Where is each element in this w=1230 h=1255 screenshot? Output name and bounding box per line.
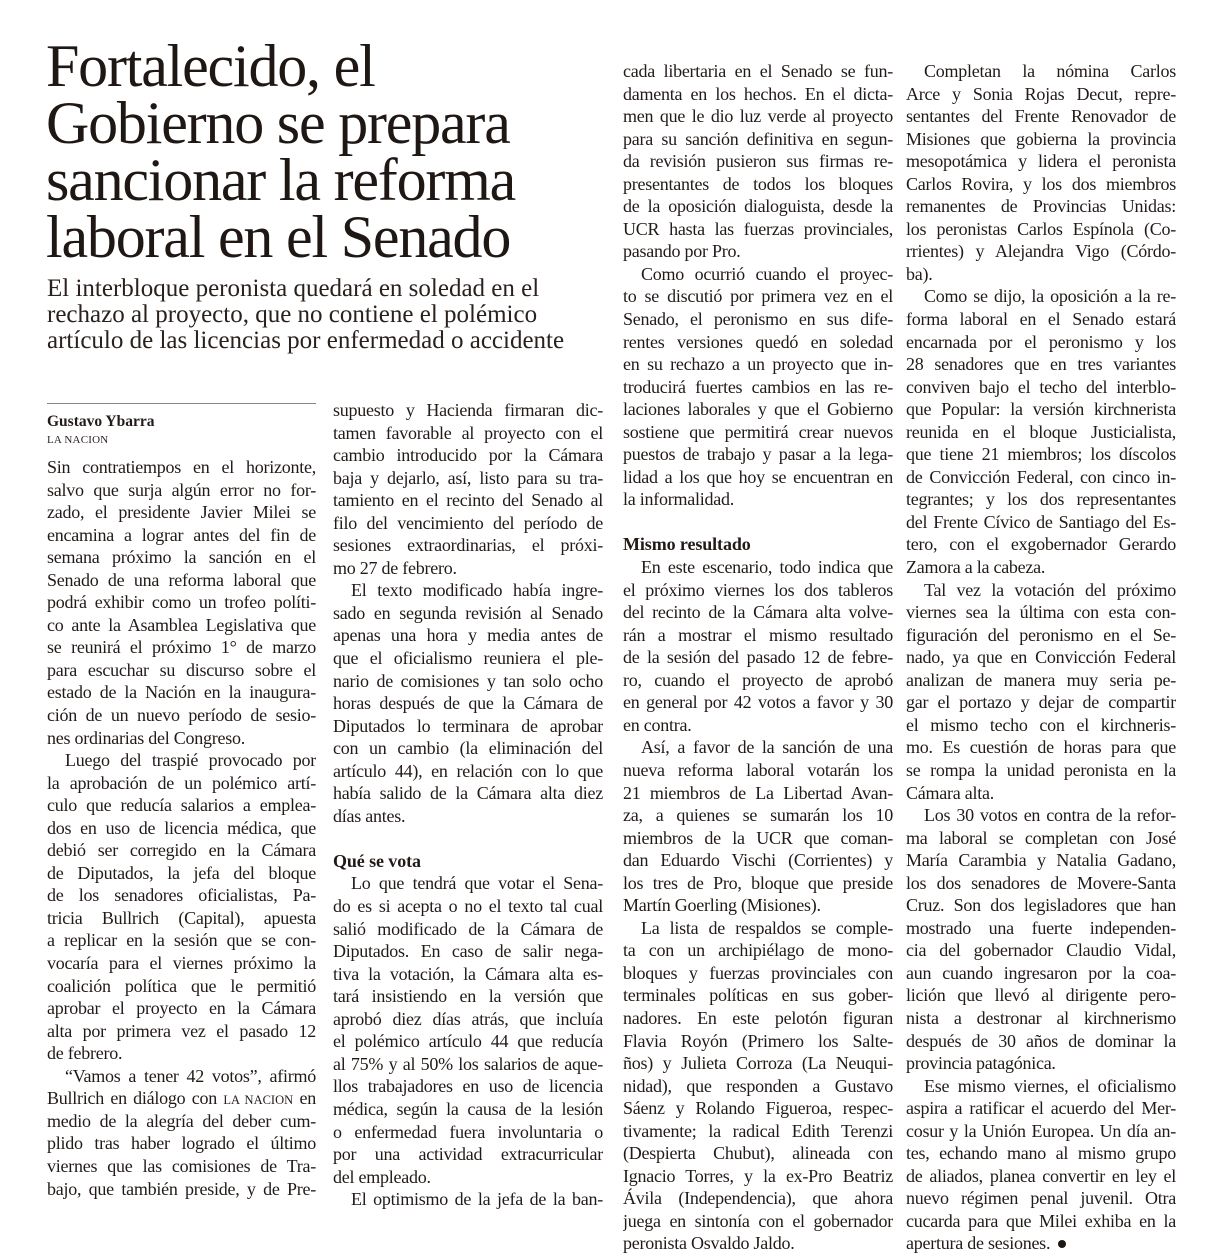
article-text-line: sado en segunda revisión al Senado: [333, 602, 603, 623]
article-text-line: encarnada por el peronismo y los: [906, 331, 1176, 352]
author-name: Gustavo Ybarra: [47, 413, 155, 430]
article-text-line: Arce y Sonia Rojas Decut, repre-: [906, 83, 1176, 104]
article-text-line: cosur y la Unión Europea. Un día an-: [906, 1120, 1176, 1141]
headline-line: laboral en el Senado: [46, 204, 511, 270]
text-run: apertura de sesiones.: [906, 1233, 1051, 1254]
article-text-line: de los senadores oficialistas, Pa-: [47, 885, 316, 906]
article-text-line: para su sanción definitiva en segun-: [623, 128, 893, 149]
article-text-line: co ante la Asamblea Legislativa que: [47, 614, 316, 635]
article-text-line: miembros de la UCR que coman-: [623, 827, 893, 848]
article-text-line: El optimismo de la jefa de la ban-: [351, 1189, 603, 1210]
article-text-line: culo que reducía salarios a emplea-: [47, 795, 316, 816]
end-of-article-bullet-icon: [1058, 1240, 1066, 1248]
article-text-line: peronista Osvaldo Jaldo.: [623, 1233, 795, 1254]
article-text-line: alta por primera vez el pasado 12: [47, 1020, 316, 1041]
article-text-line: Senado, el peronismo en sus dife-: [623, 309, 893, 330]
headline-line: Fortalecido, el: [46, 33, 375, 99]
article-text-line: troducirá fuertes cambios en las re-: [623, 376, 893, 397]
article-text-line: había salido de la Cámara alta diez: [333, 783, 603, 804]
article-text-line: cucarda para que Milei exhiba en la: [906, 1210, 1176, 1231]
subheadline-line: rechazo al proyecto, que no contiene el polémico: [47, 301, 538, 328]
subheadline: [47, 276, 607, 354]
article-text-line: tamen favorable al proyecto con el: [333, 422, 603, 443]
article-text-line: El texto modificado había ingre-: [351, 580, 603, 601]
subheadline-line: El interbloque peronista quedará en soledad en el: [47, 275, 540, 302]
article-column-3: [623, 60, 893, 1255]
article-text-line: para escuchar su discurso sobre el: [47, 659, 316, 680]
article-text-line: del Frente Cívico de Santiago del Es-: [906, 511, 1176, 532]
article-text-line: terminales políticas en sus gober-: [623, 985, 893, 1006]
article-text-line: los tres de Pro, bloque que preside: [623, 872, 893, 893]
article-text-line: nadores. En este pelotón figuran: [623, 1007, 893, 1028]
article-text-line: vocaría para el viernes próximo la: [47, 953, 316, 974]
article-text-line: en general por 42 votos a favor y 30: [623, 692, 893, 713]
article-text-line: tará insistiendo en la versión que: [333, 986, 603, 1007]
article-text-line: mesopotámica y lidera el peronista: [906, 151, 1176, 172]
article-text-line: que Popular: la versión kirchnerista: [906, 399, 1176, 420]
article-text-line: días antes.: [333, 805, 406, 826]
article-text-line: aprobar el proyecto en la Cámara: [47, 998, 316, 1019]
article-text-line: do es si acepta o no el texto tal cual: [333, 896, 603, 917]
article-text-line: forma laboral en el Senado estará: [906, 309, 1176, 330]
article-text-line: Flavia Royón (Primero los Salte-: [623, 1030, 893, 1051]
article-text-line: figuración del peronismo en el Se-: [906, 624, 1176, 645]
headline: [46, 33, 606, 270]
article-text-line: estado de la Nación en la inaugura-: [47, 682, 316, 703]
article-text-line: Completan la nómina Carlos: [924, 61, 1176, 81]
article-text-line: Sáenz y Rolando Figueroa, respec-: [623, 1098, 893, 1119]
article-text-line: ma laboral se completan con José: [906, 827, 1176, 848]
article-text-line: al 75% y al 50% los salarios de aque-: [333, 1053, 603, 1074]
article-text-line: Diputados. En caso de salir nega-: [333, 941, 603, 962]
headline-line: sancionar la reforma: [46, 147, 516, 213]
article-text-line: Los 30 votos en contra de la refor-: [924, 805, 1176, 826]
article-text-line: Martín Goerling (Misiones).: [623, 895, 821, 916]
article-text-line: del recinto de la Cámara alta volve-: [623, 602, 893, 623]
article-text-line: encamina a lograr antes del fin de: [47, 524, 316, 545]
article-text-line: se reunirá el próximo 1° de marzo: [47, 637, 316, 658]
article-text-line: aprobó diez días atrás, que incluía: [333, 1008, 603, 1029]
article-text-line: en su rechazo a un proyecto que in-: [623, 354, 893, 375]
headline-line: Gobierno se prepara: [46, 90, 510, 156]
article-text-line: juega en sintonía con el gobernador: [623, 1210, 893, 1231]
article-text-line: se rompa la unidad peronista en la: [906, 759, 1176, 780]
subheadline-line: artículo de las licencias por enfermedad o accidente: [47, 327, 565, 354]
article-text-line: Como se dijo, la oposición a la re-: [924, 286, 1176, 307]
article-text-line: de febrero.: [47, 1043, 123, 1064]
article-text-line: La lista de respaldos se comple-: [641, 917, 893, 938]
article-text-line: lidad a los que hoy se encuentran en: [623, 466, 893, 487]
article-text-line: tricia Bullrich (Capital), apuesta: [47, 907, 316, 928]
article-text-line: ba).: [906, 263, 933, 284]
article-text-line: aspira a ratificar el acuerdo del Mer-: [906, 1098, 1176, 1119]
article-text-line: el mismo techo con el kirchneris-: [906, 714, 1176, 735]
article-text-line: sesiones extraordinarias, el próxi-: [333, 535, 603, 556]
article-text-line: filo del vencimiento del período de: [333, 512, 603, 533]
article-text-line: llos trabajadores en uso de licencia: [333, 1076, 603, 1097]
article-text-line: aun cuando ingresaron por la coa-: [906, 962, 1176, 983]
article-text-line: por una actividad extracurricular: [333, 1144, 603, 1165]
article-text-line: horas después de que la Cámara de: [333, 693, 603, 714]
outlet-mention: LA NACION: [223, 1093, 294, 1108]
article-text-line: con un cambio (la eliminación del: [333, 738, 603, 759]
text-run: en: [299, 1088, 316, 1109]
article-text-line: nado, ya que en Convicción Federal: [906, 647, 1176, 668]
article-text-line: podrá exhibir como un trofeo políti-: [47, 592, 316, 613]
article-text-line: tes, echando mano al mismo grupo: [906, 1143, 1176, 1164]
article-text-line: (Despierta Chubut), alineada con: [623, 1143, 893, 1164]
article-text-line: Sin contratiempos en el horizonte,: [47, 457, 316, 477]
article-column-4: [906, 60, 1176, 1255]
article-text-line: to se discutió por primera vez en el: [623, 286, 893, 307]
article-text-line: mo. Es cuestión de horas para que: [906, 737, 1176, 758]
article-text-line: plido tras haber logrado el último: [47, 1133, 316, 1154]
article-text-line: rentes versiones quedó en soledad: [623, 331, 893, 352]
article-text-line: médica, según la causa de la lesión: [333, 1098, 603, 1119]
article-text-line: que el oficialismo reuniera el ple-: [333, 648, 603, 669]
article-text-line: Senado de una reforma laboral que: [47, 569, 316, 590]
article-text-line: medio de la alegría del deber cum-: [47, 1110, 316, 1131]
article-text-line: [47, 1087, 316, 1110]
article-text-line: presentantes de todos los bloques: [623, 173, 893, 194]
article-text-line: remanentes de Provincias Unidas:: [906, 196, 1176, 217]
article-text-line: laciones laborales y que el Gobierno: [623, 399, 893, 420]
article-text-line: “Vamos a tener 42 votos”, afirmó: [65, 1065, 316, 1086]
article-text-line: provincia patagónica.: [906, 1053, 1056, 1074]
article-text-line: salvo que surja algún error no for-: [47, 479, 316, 500]
article-text-line: gar el portazo y dejar de compartir: [906, 692, 1176, 713]
article-column-2: [333, 399, 603, 1211]
article-text-line: mo 27 de febrero.: [333, 557, 457, 578]
article-text-line: después de 30 años de dominar la: [906, 1030, 1176, 1051]
article-text-line: rrientes) y Alejandra Vigo (Córdo-: [906, 241, 1176, 262]
article-text-line: analizan de manera muy seria pe-: [906, 669, 1176, 690]
article-text-line: nueva reforma laboral votarán los: [623, 759, 893, 780]
article-text-line: coalición política que le permitió: [47, 975, 316, 996]
article-text-line: debió ser corregido en la Cámara: [47, 840, 316, 861]
article-text-line: el polémico artículo 44 que reducía: [333, 1031, 603, 1052]
article-text-line: Como ocurrió cuando el proyec-: [641, 263, 893, 284]
article-text-line: puestos de trabajo y pasar a la lega-: [623, 444, 893, 465]
article-text-line: za, a quienes se sumarán los 10: [623, 805, 893, 826]
article-text-line: la aprobación de un polémico artí-: [47, 772, 316, 793]
article-text-line: reunida en el bloque Justicialista,: [906, 421, 1176, 442]
article-text-line: o enfermedad fuera involuntaria o: [333, 1121, 603, 1142]
article-text-line: Ese mismo viernes, el oficialismo: [924, 1075, 1176, 1096]
article-text-line: ción de un nuevo período de sesio-: [47, 705, 316, 726]
article-text-line: da revisión pusieron sus firmas re-: [623, 151, 893, 172]
article-text-line: que tiene 21 miembros; los díscolos: [906, 444, 1176, 465]
article-text-line: salió modificado de la Cámara de: [333, 918, 603, 939]
section-heading: Mismo resultado: [623, 534, 751, 555]
article-text-line: rán a mostrar el mismo resultado: [623, 624, 893, 645]
article-text-line: cia del gobernador Claudio Vidal,: [906, 940, 1176, 961]
article-text-line: En este escenario, todo indica que: [641, 557, 893, 578]
article-text-line: sostiene que permitirá crear nuevos: [623, 421, 893, 442]
article-text-line: sentantes del Frente Renovador de: [906, 106, 1176, 127]
article-text-line: pasando por Pro.: [623, 241, 741, 262]
article-text-line: semana próximo la sanción en el: [47, 547, 316, 568]
article-text-line: apenas una hora y media antes de: [333, 625, 603, 646]
article-text-line: la informalidad.: [623, 489, 734, 510]
article-text-line: men que le dio luz verde al proyecto: [623, 106, 893, 127]
article-text-line: Carlos Rovira, y los dos miembros: [906, 173, 1176, 194]
article-text-line: tamiento en el recinto del Senado al: [333, 490, 603, 511]
article-text-line: tiva la votación, la Cámara alta es-: [333, 963, 603, 984]
article-text-line: María Carambia y Natalia Gadano,: [906, 850, 1176, 871]
article-text-line: de Diputados, la jefa del bloque: [47, 862, 316, 883]
article-text-line: nuevo régimen penal juvenil. Otra: [906, 1188, 1176, 1209]
article-text-line: ños) y Julieta Corroza (La Neuqui-: [623, 1053, 893, 1074]
article-text-line: 21 miembros de La Libertad Avan-: [623, 782, 893, 803]
article-text-line: damenta en los hechos. En el dicta-: [623, 83, 893, 104]
article-text-line: Ignacio Torres, y la ex-Pro Beatriz: [623, 1165, 893, 1186]
article-text-line: tegrantes; y los dos representantes: [906, 489, 1176, 510]
article-text-line: nes ordinarias del Congreso.: [47, 727, 245, 748]
article-text-line: tivamente; la radical Edith Terenzi: [623, 1120, 893, 1141]
article-text-line: dos en uso de licencia médica, que: [47, 817, 316, 838]
article-text-line: [906, 1232, 1176, 1255]
article-column-1: [47, 456, 316, 1200]
article-text-line: zado, el presidente Javier Milei se: [47, 502, 316, 523]
article-text-line: los peronistas Carlos Espínola (Co-: [906, 218, 1176, 239]
text-run: Bullrich en diálogo con: [47, 1088, 217, 1109]
article-text-line: de aliados, planea convertir en ley el: [906, 1165, 1176, 1186]
article-text-line: a replicar en la sesión que se con-: [47, 930, 316, 951]
article-text-line: baja y dejarlo, así, listo para su tra-: [333, 467, 603, 488]
article-text-line: viernes sea la última con esta con-: [906, 602, 1176, 623]
article-text-line: de la oposición dialoguista, desde la: [623, 196, 893, 217]
article-text-line: Lo que tendrá que votar el Sena-: [351, 873, 603, 894]
article-text-line: dan Eduardo Vischi (Corrientes) y: [623, 850, 893, 871]
article-text-line: del empleado.: [333, 1166, 431, 1187]
article-text-line: nista a destronar al kirchnerismo: [906, 1007, 1176, 1028]
column-spacer: [623, 511, 893, 534]
article-text-line: 28 senadores que en tres variantes: [906, 354, 1176, 375]
article-text-line: bajo, que también preside, y de Pre-: [47, 1178, 316, 1199]
article-text-line: lición que llevó al dirigente pero-: [906, 985, 1176, 1006]
article-text-line: artículo 44), en relación con lo que: [333, 760, 603, 781]
article-text-line: Cruz. Son dos legisladores que han: [906, 895, 1176, 916]
article-text-line: tero, con el exgobernador Gerardo: [906, 534, 1176, 555]
outlet-name: LA NACION: [47, 434, 109, 446]
article-text-line: Así, a favor de la sanción de una: [641, 737, 893, 758]
article-text-line: nidad), que responden a Gustavo: [623, 1075, 893, 1096]
article-text-line: Misiones que gobierna la provincia: [906, 128, 1176, 149]
article-text-line: los dos senadores de Movere-Santa: [906, 872, 1176, 893]
article-text-line: ta con un archipiélago de mono-: [623, 940, 893, 961]
article-text-line: Diputados lo terminara de aprobar: [333, 715, 603, 736]
article-text-line: cada libertaria en el Senado se fun-: [623, 61, 893, 81]
article-text-line: el próximo viernes los dos tableros: [623, 579, 893, 600]
article-text-line: de Convicción Federal, con cinco in-: [906, 466, 1176, 487]
section-heading: Qué se vota: [333, 850, 421, 871]
article-text-line: conviven bajo el techo del interblo-: [906, 376, 1176, 397]
article-text-line: Zamora a la cabeza.: [906, 557, 1046, 578]
article-text-line: bloques y fuerzas provinciales con: [623, 962, 893, 983]
article-text-line: mostrado una fuerte independen-: [906, 917, 1176, 938]
article-text-line: viernes que las comisiones de Tra-: [47, 1155, 316, 1176]
byline-divider: [47, 403, 316, 404]
article-text-line: cambio introducido por la Cámara: [333, 445, 603, 466]
column-spacer: [333, 827, 603, 850]
article-text-line: Ávila (Independencia), que ahora: [623, 1188, 893, 1209]
article-text-line: Luego del traspié provocado por: [65, 750, 316, 771]
article-text-line: UCR hasta las fuerzas provinciales,: [623, 218, 893, 239]
article-text-line: nario de comisiones y tan solo ocho: [333, 670, 603, 691]
article-text-line: ro, cuando el proyecto de aprobó: [623, 669, 893, 690]
article-text-line: en contra.: [623, 714, 692, 735]
article-text-line: supuesto y Hacienda firmaran dic-: [333, 400, 603, 420]
article-text-line: Tal vez la votación del próximo: [924, 579, 1176, 600]
article-text-line: de la sesión del pasado 12 de febre-: [623, 647, 893, 668]
article-text-line: Cámara alta.: [906, 782, 994, 803]
